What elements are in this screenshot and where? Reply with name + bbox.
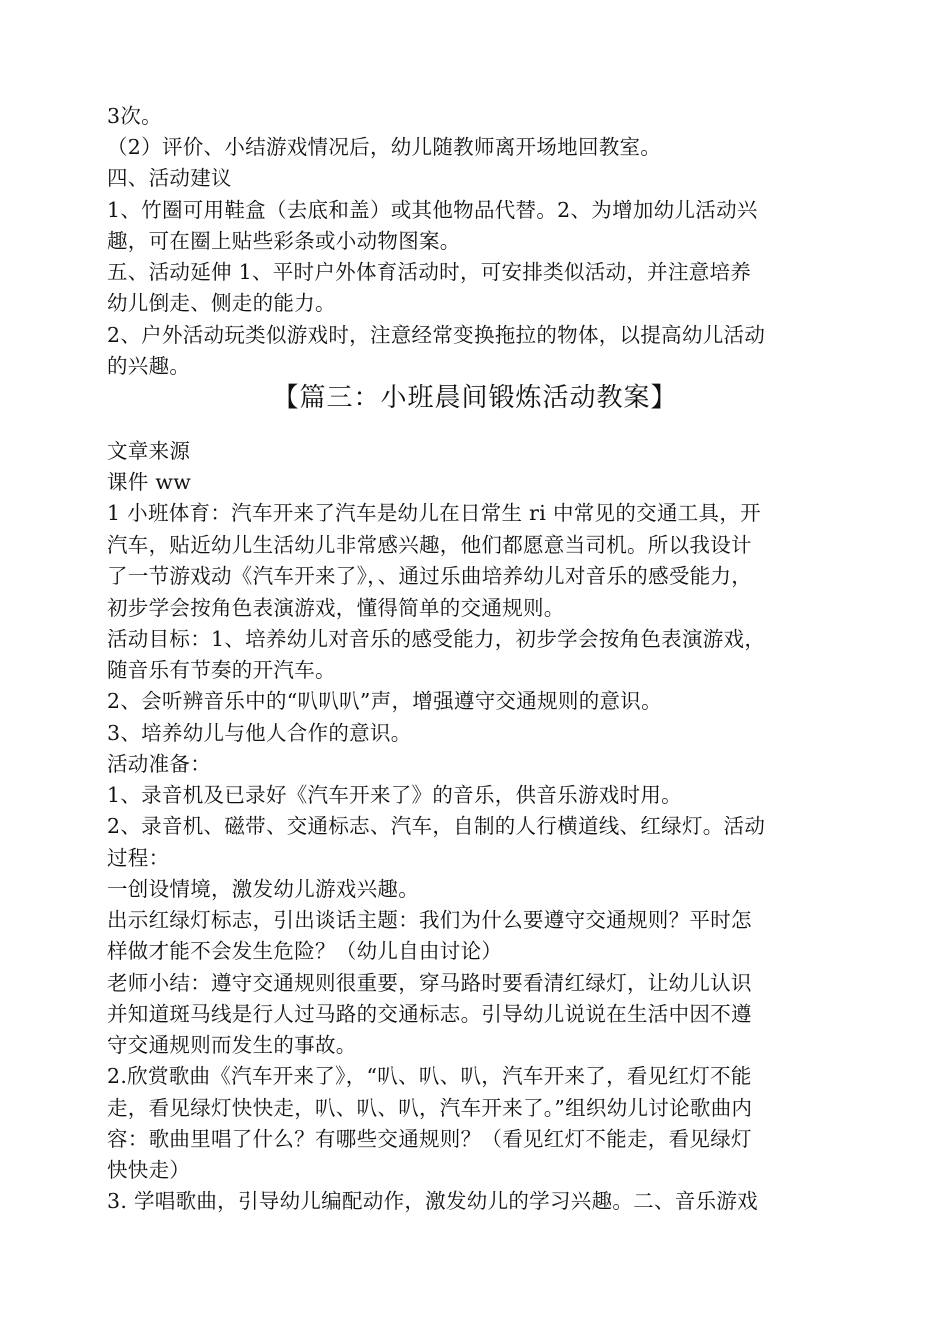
text-line: 2.欣赏歌曲《汽车开来了》，“叭、叭、叭，汽车开来了，看见红灯不能 — [107, 1064, 752, 1088]
text-line: 趣，可在圈上贴些彩条或小动物图案。 — [107, 229, 461, 253]
document-title: 【篇三：小班晨间锻炼活动教案】 — [272, 383, 678, 413]
text-line: 1、竹圈可用鞋盒（去底和盖）或其他物品代替。2、为增加幼儿活动兴 — [107, 198, 758, 222]
text-line: （2）评价、小结游戏情况后，幼儿随教师离开场地回教室。 — [107, 135, 662, 159]
section-heading: 四、活动建议 — [107, 166, 232, 190]
text-line: 一创设情境，激发幼儿游戏兴趣。 — [107, 877, 419, 901]
text-line: 活动目标：1、培养幼儿对音乐的感受能力，初步学会按角色表演游戏， — [107, 627, 766, 651]
text-line: 汽车，贴近幼儿生活幼儿非常感兴趣，他们都愿意当司机。所以我设计 — [107, 533, 752, 557]
text-line: 3. 学唱歌曲，引导幼儿编配动作，激发幼儿的学习兴趣。二、音乐游戏 — [107, 1189, 758, 1213]
text-line: 过程： — [107, 846, 170, 870]
text-line: 了一节游戏动《汽车开来了》，、通过乐曲培养幼儿对音乐的感受能力， — [107, 564, 753, 588]
text-line: 课件 ww — [107, 470, 192, 494]
text-line: 容：歌曲里唱了什么？有哪些交通规则？（看见红灯不能走，看见绿灯 — [107, 1127, 752, 1151]
text-line: 老师小结：遵守交通规则很重要，穿马路时要看清红绿灯，让幼儿认识 — [107, 971, 752, 995]
text-line: 初步学会按角色表演游戏，懂得简单的交通规则。 — [107, 596, 565, 620]
text-line: 3、培养幼儿与他人合作的意识。 — [107, 721, 412, 745]
text-line: 守交通规则而发生的事故。 — [107, 1033, 357, 1057]
text-line: 走，看见绿灯快快走，叭、叭、叭，汽车开来了。”组织幼儿讨论歌曲内 — [107, 1096, 753, 1120]
text-line: 幼儿倒走、侧走的能力。 — [107, 291, 336, 315]
text-line: 2、会听辨音乐中的“叭叭叭”声，增强遵守交通规则的意识。 — [107, 689, 662, 713]
text-line: 1 小班体育：汽车开来了汽车是幼儿在日常生 ri 中常见的交通工具，开 — [107, 501, 761, 525]
text-line: 1、录音机及已录好《汽车开来了》的音乐，供音乐游戏时用。 — [107, 783, 682, 807]
text-line: 2、录音机、磁带、交通标志、汽车，自制的人行横道线、红绿灯。活动 — [107, 814, 766, 838]
text-line: 快快走） — [107, 1158, 191, 1182]
text-line: 样做才能不会发生危险？（幼儿自由讨论） — [107, 939, 503, 963]
text-line: 五、活动延伸 1、平时户外体育活动时，可安排类似活动，并注意培养 — [107, 260, 752, 284]
text-line: 活动准备： — [107, 752, 211, 776]
text-line: 并知道斑马线是行人过马路的交通标志。引导幼儿说说在生活中因不遵 — [107, 1002, 752, 1026]
text-line: 的兴趣。 — [107, 354, 191, 378]
text-line: 文章来源 — [107, 439, 191, 463]
text-line: 出示红绿灯标志，引出谈话主题：我们为什么要遵守交通规则？平时怎 — [107, 908, 752, 932]
text-line: 随音乐有节奏的开汽车。 — [107, 658, 336, 682]
text-line: 3次。 — [107, 104, 162, 128]
text-line: 2、户外活动玩类似游戏时，注意经常变换拖拉的物体，以提高幼儿活动 — [107, 323, 766, 347]
